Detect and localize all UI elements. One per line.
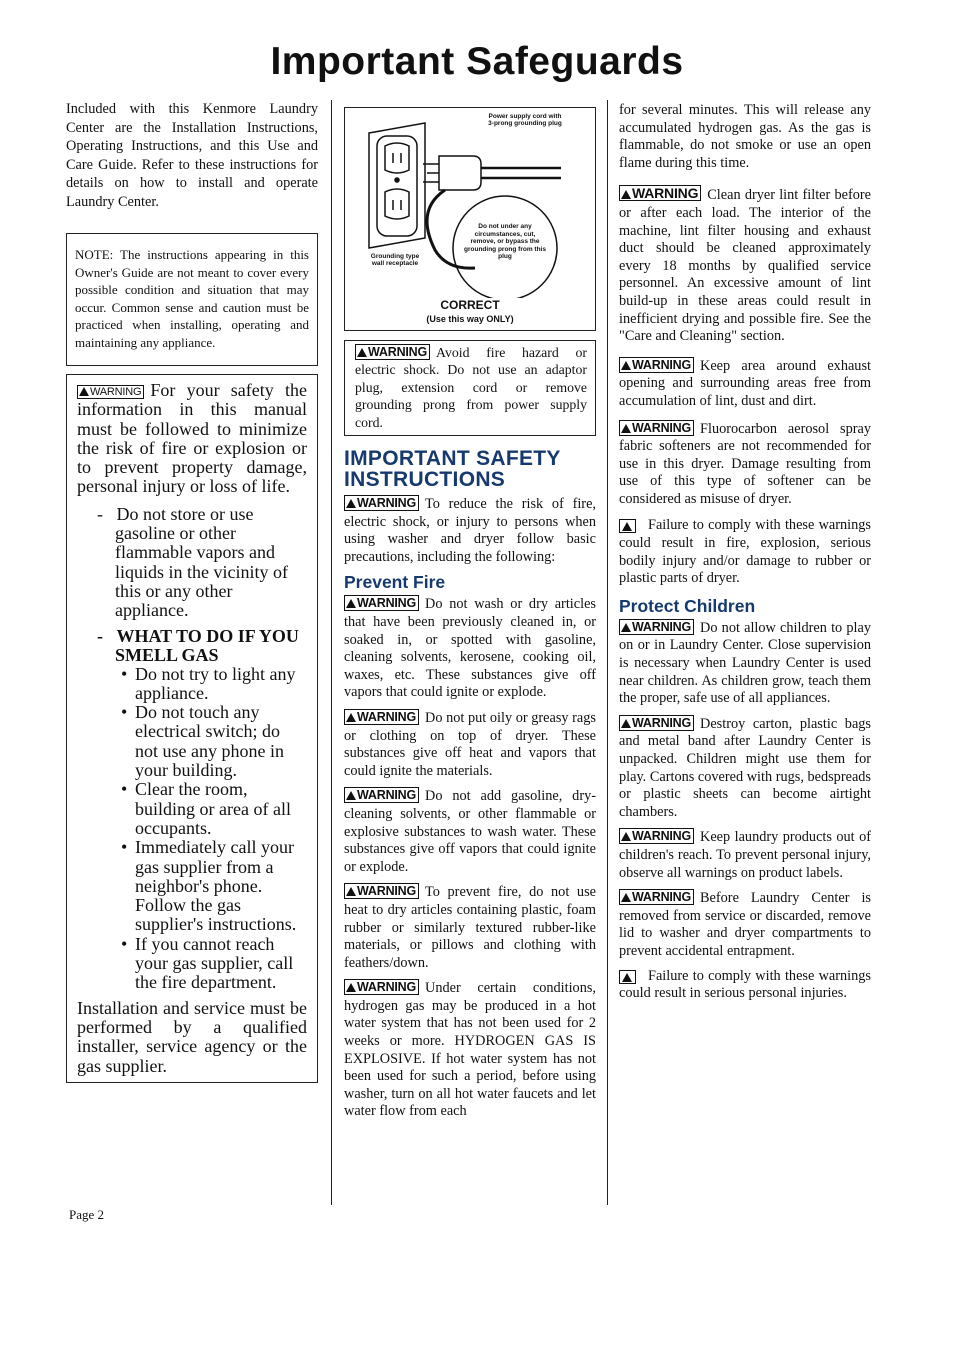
plug-figure-box	[344, 107, 596, 331]
warning-triangle-icon	[346, 983, 356, 992]
subheading-prevent-fire: Prevent Fire	[344, 572, 446, 593]
exhaust-warning: WARNING Keep area around exhaust opening and surrounding areas free from accumulation of lint, dust and dirt.	[619, 357, 871, 409]
receptacle-label: Grounding type wall receptacle	[370, 253, 420, 267]
outlet-socket-bottom	[385, 189, 409, 219]
warning-triangle-icon	[357, 348, 367, 357]
prevent-fire-item: WARNING Under certain conditions, hydrogen gas may be produced in a hot water system that has not been used for 2 weeks or more. HYDROGEN GAS IS EXPLOSIVE. If hot water system has not been used for such a period, before using washer, turn on all hot water faucets and let water flow from each	[344, 980, 596, 1120]
warning-badge	[619, 970, 636, 984]
list-item: • Do not touch any electrical switch; do not use any phone in your building.	[77, 703, 307, 780]
subheading-protect-children: Protect Children	[619, 595, 756, 616]
figure-warning-paragraph	[355, 344, 587, 431]
lint-warning: WARNING Clean dryer lint filter before or after each load. The interior of the machine, lint filter housing and exhaust duct should be cleaned approximately every 18 months by qualified service personnel. An excessive amount of lint build-up in these areas could result in inefficient drying and possible fire. See the "Care and Cleaning" section.	[619, 185, 871, 345]
column-middle	[344, 107, 596, 1121]
column-divider-2	[607, 100, 608, 1205]
note-text: NOTE: The instructions appearing in this Owner's Guide are not meant to cover every possible condition and situation that may occur. Common sense and caution must be practiced when installing, operating and maintaining any appliance.	[75, 247, 309, 350]
warning-badge: WARNING	[619, 715, 694, 731]
warning-triangle-icon	[621, 893, 631, 902]
warning-badge: WARNING	[344, 709, 419, 725]
plug-illustration	[345, 108, 595, 298]
figure-warning-box	[344, 340, 596, 436]
warning-badge: WARNING	[619, 889, 694, 905]
page-title: Important Safeguards	[270, 40, 684, 83]
warning-badge: WARNING	[344, 495, 419, 511]
safety-text: For your safety the information in this manual must be followed to minimize the risk of fire or explosion or to prevent property damage, personal injury or loss of life.	[77, 380, 307, 497]
prevent-fire-item: WARNING To prevent fire, do not use heat to dry articles containing plastic, foam rubber or similarly textured rubber-like materials, or pillows and clothing with feathers/down.	[344, 884, 596, 971]
warning-triangle-icon	[79, 387, 89, 396]
list-item: • Immediately call your gas supplier from a neighbor's phone. Follow the gas supplier's instructions.	[77, 838, 307, 934]
list-item: • Do not try to light any appliance.	[77, 665, 307, 704]
plug-figure	[345, 108, 595, 330]
column-divider-1	[331, 100, 332, 1205]
protect-children-item: WARNING Before Laundry Center is removed from service or discarded, remove lid to washer and dryer compartments to prevent accidental entrapment.	[619, 890, 871, 959]
install-paragraph: Installation and service must be performed by a qualified installer, service agency or the gas supplier.	[77, 997, 307, 1076]
intro-paragraph: Included with this Kenmore Laundry Center are the Installation Instructions, Operating Instructions, and this Use and Care Guide. Refer to these instructions for details on how to install and operate Laundry Center.	[66, 101, 318, 210]
safety-paragraph	[77, 381, 307, 497]
warning-badge: WARNING	[344, 883, 419, 899]
warning-triangle-icon	[621, 424, 631, 433]
warning-badge: WARNING	[619, 185, 701, 201]
prevent-fire-item: WARNING Do not wash or dry articles that have been previously cleaned in, or soaked in, or spotted with gasoline, cleaning solvents, kerosene, cooking oil, waxes, etc. These substances give off vapors that could ignite or explode.	[344, 596, 596, 701]
warning-triangle-icon	[346, 887, 356, 896]
protect-children-item: WARNING Do not allow children to play on or in Laundry Center. Close supervision is necessary when Laundry Center is used near children. As children grow, teach them the proper, safe use of all appliances.	[619, 619, 871, 707]
warning-badge: WARNING	[355, 344, 430, 360]
prevent-fire-item: WARNING Do not put oily or greasy rags or clothing on top of dryer. These substances give off heat and vapors that could ignite the materials.	[344, 709, 596, 779]
list-item: • If you cannot reach your gas supplier, call the fire department.	[77, 935, 307, 993]
warning-triangle-icon	[621, 190, 631, 199]
warning-badge: WARNING	[619, 619, 694, 635]
softener-warning: WARNING Fluorocarbon aerosol spray fabric softeners are not recommended for use in this dryer. Damage resulting from use of this type of softener can be considered as misuse of dryer.	[619, 420, 871, 507]
list-item: • Clear the room, building or area of all occupants.	[77, 780, 307, 838]
figure-warning-text: Avoid fire hazard or electric shock. Do not use an adaptor plug, extension cord or remove grounding prong from power supply cord.	[355, 345, 587, 430]
gas-bullet-list	[77, 665, 307, 993]
figure-caption-sub: (Use this way ONLY)	[426, 314, 514, 324]
continued-paragraph: for several minutes. This will release any accumulated hydrogen gas. As the gas is flammable, do not smoke or use an open flame during this time.	[619, 102, 871, 171]
warning-badge: WARNING	[344, 979, 419, 995]
warning-triangle-icon	[346, 599, 356, 608]
plug-label: Power supply cord with 3-prong grounding plug	[488, 113, 562, 127]
plug-cord	[481, 168, 561, 178]
warning-badge: WARNING	[619, 357, 694, 373]
page-number: Page 2	[69, 1207, 105, 1222]
warning-triangle-icon	[621, 623, 631, 632]
warning-badge: WARNING	[619, 828, 694, 844]
warning-badge: WARNING	[619, 420, 694, 436]
outlet-socket-top	[385, 143, 409, 173]
outlet-plate	[377, 136, 417, 236]
failure-note-2: Failure to comply with these warnings could result in serious personal injuries.	[619, 967, 871, 1002]
plug-body	[439, 156, 481, 190]
protect-children-item: WARNING Destroy carton, plastic bags and metal band after Laundry Center is unpacked. Children might use them for play. Cartons covered with rugs, bedspreads or plastic sheets can become airtight chambers.	[619, 715, 871, 820]
warning-badge	[619, 519, 636, 533]
dash-item: - Do not store or use gasoline or other flammable vapors and liquids in the vicinity of this or any other appliance.	[97, 503, 288, 621]
column-right	[619, 102, 871, 1003]
warning-badge: WARNING	[344, 787, 419, 803]
warning-triangle-icon	[346, 713, 356, 722]
warning-triangle-icon	[346, 791, 356, 800]
protect-children-item: WARNING Keep laundry products out of children's reach. To prevent personal injury, observe all warnings on product labels.	[619, 829, 871, 881]
warning-badge: WARNING	[344, 595, 419, 611]
figure-caption: CORRECT	[440, 298, 500, 312]
warning-triangle-icon	[621, 719, 631, 728]
warning-triangle-icon	[621, 832, 631, 841]
safety-warning-box	[66, 374, 318, 1083]
section-heading-safety: IMPORTANT SAFETY INSTRUCTIONS	[344, 447, 561, 492]
warning-triangle-icon	[621, 361, 631, 370]
failure-note-1: Failure to comply with these warnings could result in fire, explosion, serious bodily injury and/or damage to rubber or plastic parts of dryer.	[619, 517, 871, 587]
column-left	[66, 100, 318, 1083]
warning-triangle-icon	[622, 522, 632, 531]
warning-badge: WARNING	[77, 385, 144, 399]
warning-triangle-icon	[346, 499, 356, 508]
prevent-fire-item: WARNING Do not add gasoline, dry-cleaning solvents, or other flammable or explosive substances to wash water. These substances give off vapors that could ignite or explode.	[344, 788, 596, 875]
warning-triangle-icon	[622, 973, 632, 982]
safety-intro: WARNING To reduce the risk of fire, electric shock, or injury to persons when using washer and dryer follow basic precautions, including the following:	[344, 496, 596, 565]
note-box	[66, 233, 318, 366]
circle-label: Do not under any circumstances, cut, remove, or bypass the grounding prong from this plug	[464, 223, 546, 260]
gas-heading: - WHAT TO DO IF YOU SMELL GAS	[97, 625, 299, 665]
